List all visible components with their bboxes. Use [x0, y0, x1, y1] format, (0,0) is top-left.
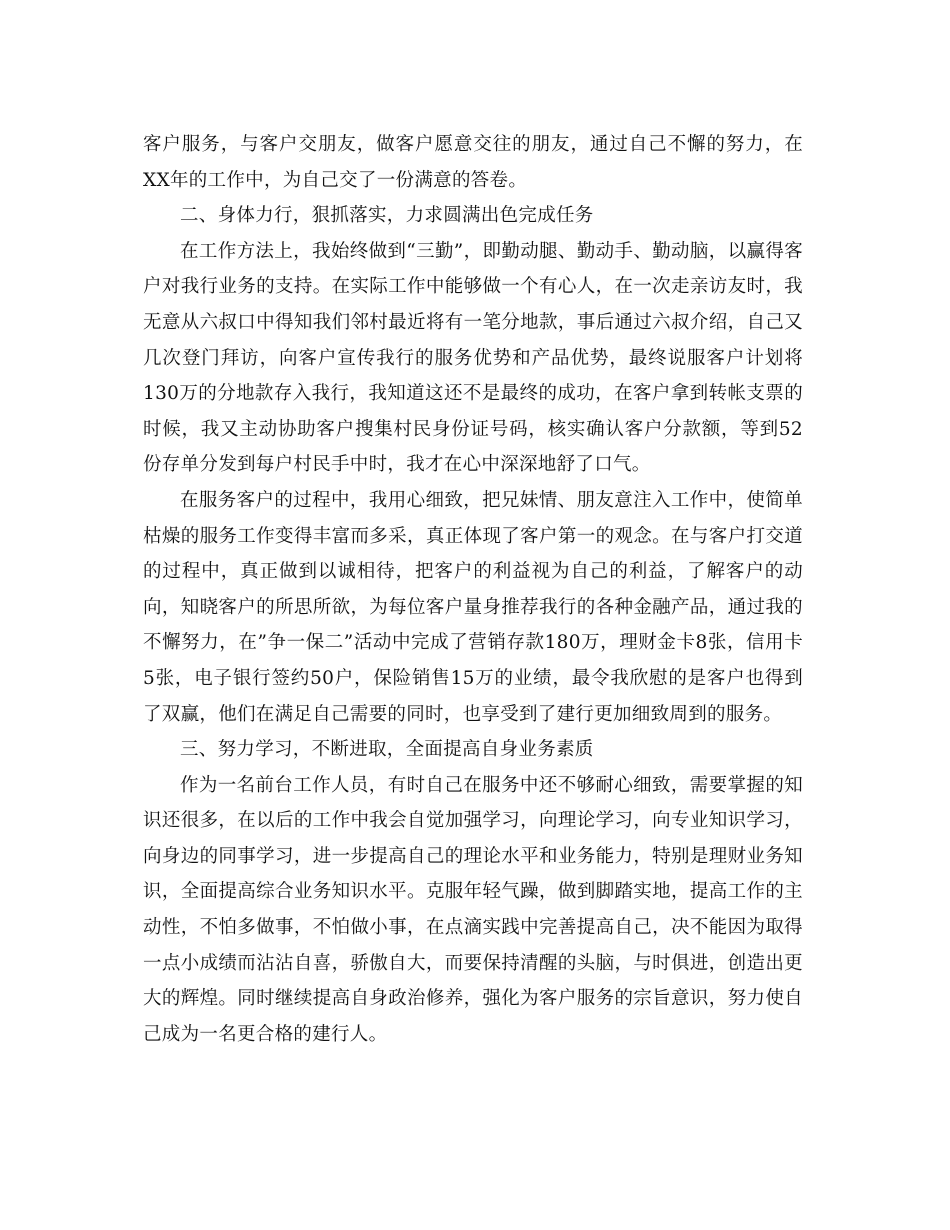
- paragraph-learning: 作为一名前台工作人员，有时自己在服务中还不够耐心细致，需要掌握的知识还很多，在以后的工作中我会自觉加强学习，向理论学习，向专业知识学习，向身边的同事学习，进一步提高自己的理论水平和业务能力，特别是理财业务知识，全面提高综合业务知识水平。克服年轻气躁，做到脚踏实地，提高工作的主动性，不怕多做事，不怕做小事，在点滴实践中完善提高自己，决不能因为取得一点小成绩而沾沾自喜，骄傲自大，而要保持清醒的头脑，与时俱进，创造出更大的辉煌。同时继续提高自身政治修养，强化为客户服务的宗旨意识，努力使自己成为一名更合格的建行人。: [143, 774, 803, 1045]
- section-heading-two: 二、身体力行，狠抓落实，力求圆满出色完成任务: [180, 205, 594, 227]
- paragraph-customer-service: 在服务客户的过程中，我用心细致，把兄妹情、朋友意注入工作中，使简单枯燥的服务工作变得丰富而多采，真正体现了客户第一的观念。在与客户打交道的过程中，真正做到以诚相待，把客户的利益视为自己的利益，了解客户的动向，知晓客户的所思所欲，为每位客户量身推荐我行的各种金融产品，通过我的不懈努力，在”争一保二”活动中完成了营销存款180万，理财金卡8张，信用卡5张，电子银行签约50户，保险销售15万的业绩，最令我欣慰的是客户也得到了双赢，他们在满足自己需要的同时，也享受到了建行更加细致周到的服务。: [143, 489, 803, 725]
- document-body: [143, 127, 803, 1052]
- paragraph-continued: 客户服务，与客户交朋友，做客户愿意交往的朋友，通过自己不懈的努力，在XX年的工作中，为自己交了一份满意的答卷。: [143, 134, 803, 191]
- paragraph-work-method: 在工作方法上，我始终做到“三勤”，即勤动腿、勤动手、勤动脑，以赢得客户对我行业务的支持。在实际工作中能够做一个有心人，在一次走亲访友时，我无意从六叔口中得知我们邻村最近将有一笔分地款，事后通过六叔介绍，自己又几次登门拜访，向客户宣传我行的服务优势和产品优势，最终说服客户计划将130万的分地款存入我行，我知道这还不是最终的成功，在客户拿到转帐支票的时候，我又主动协助客户搜集村民身份证号码，核实确认客户分款额，等到52份存单分发到每户村民手中时，我才在心中深深地舒了口气。: [143, 240, 803, 476]
- section-heading-three: 三、努力学习，不断进取，全面提高自身业务素质: [180, 739, 594, 761]
